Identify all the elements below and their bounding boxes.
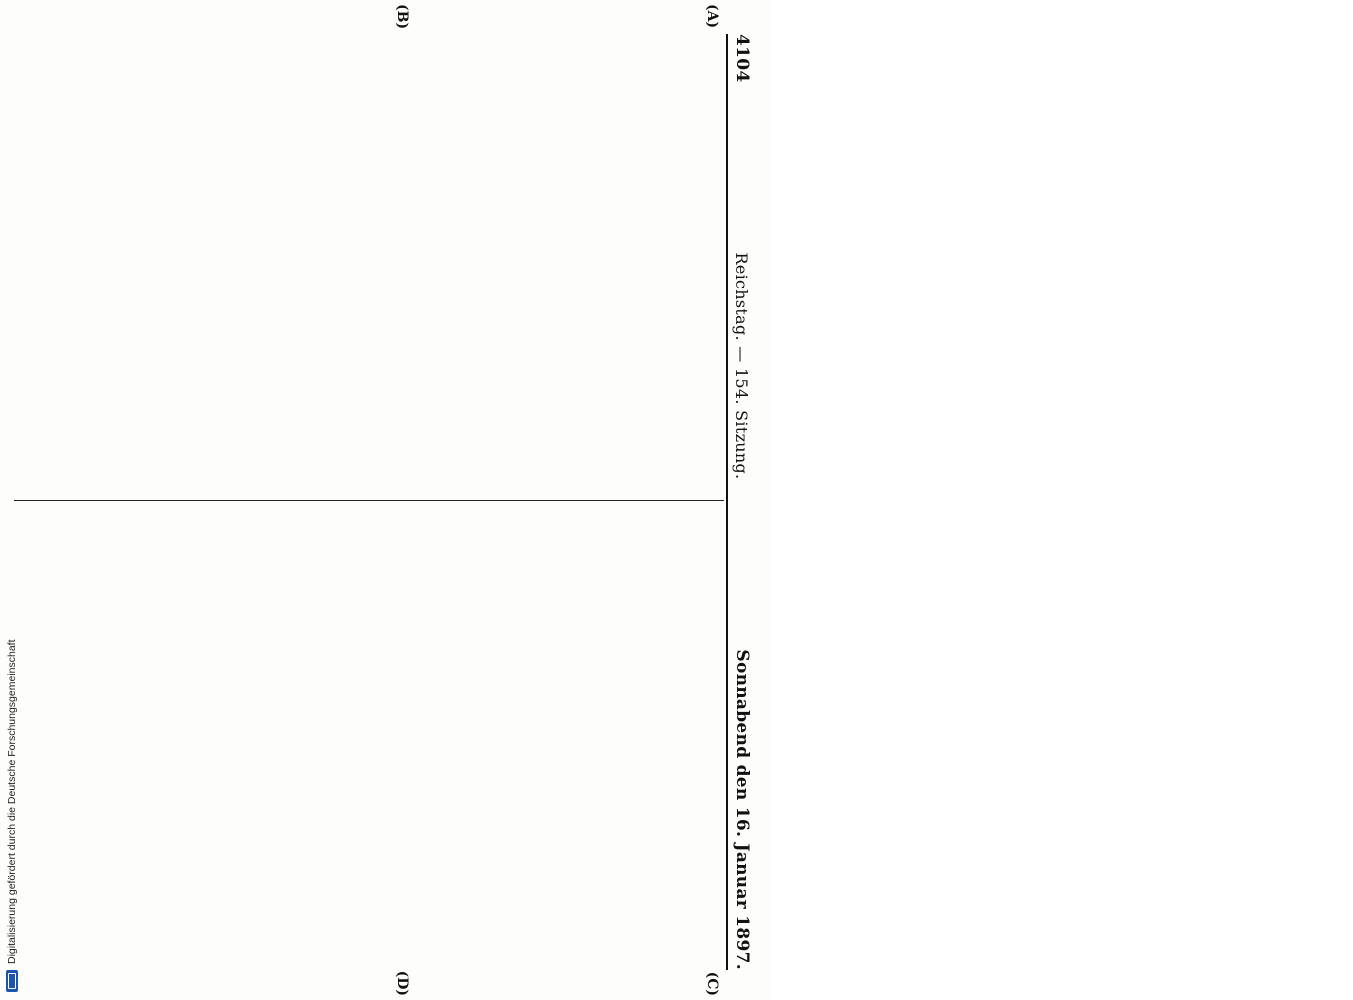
column-divider [14, 500, 724, 501]
scan-footer [6, 639, 18, 992]
footer-text: Digitalisierung gefördert durch die Deutsche Forschungsgemeinschaft [6, 639, 18, 964]
right-text-column [18, 518, 718, 970]
margin-marker-c: (C) [704, 971, 720, 996]
dfg-logo-icon [6, 970, 18, 992]
page-header [726, 34, 756, 970]
margin-marker-b: (B) [394, 4, 410, 30]
left-text-column [18, 34, 718, 482]
running-title: Reichstag. — 154. Sitzung. [732, 252, 752, 480]
page-number: 4104 [732, 34, 752, 83]
margin-marker-a: (A) [704, 4, 720, 29]
session-date: Sonnabend den 16. Januar 1897. [732, 649, 752, 970]
margin-marker-d: (D) [394, 970, 410, 996]
